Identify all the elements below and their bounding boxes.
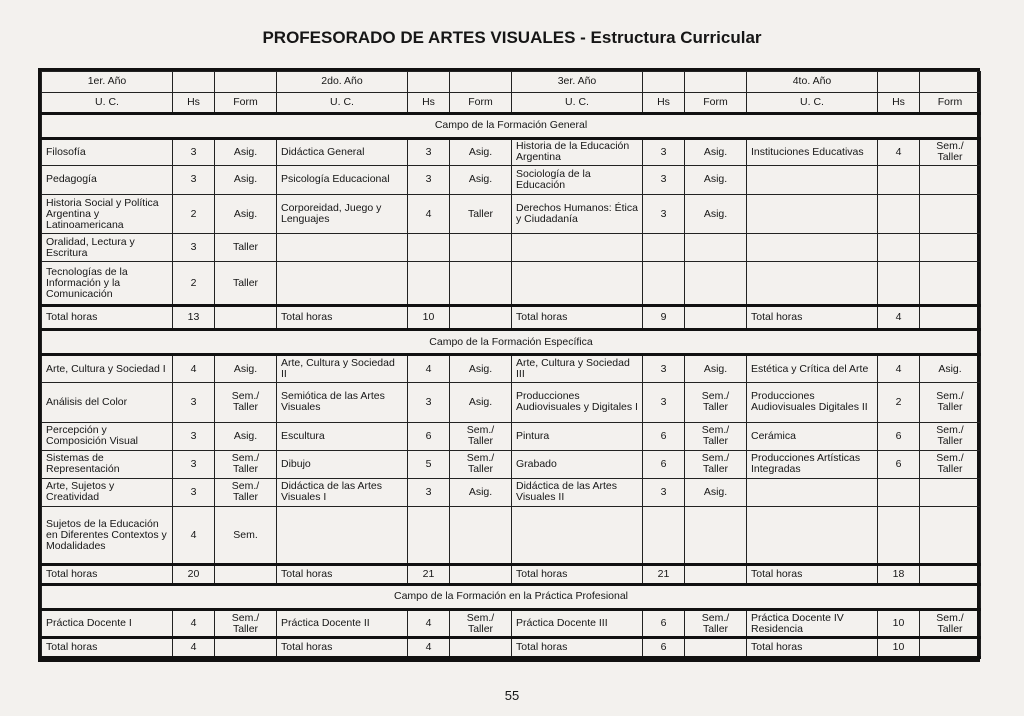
cell-hs <box>878 234 920 262</box>
year-header-blank <box>215 72 277 93</box>
total-form <box>685 565 747 585</box>
cell-uc <box>277 234 408 262</box>
cell-form: Asig. <box>450 355 512 383</box>
cell-form: Sem./ Taller <box>215 478 277 506</box>
cell-form: Sem. <box>215 506 277 564</box>
cell-form: Asig. <box>215 138 277 165</box>
total-hs: 21 <box>643 565 685 585</box>
cell-form <box>450 506 512 564</box>
cell-hs <box>878 194 920 234</box>
year-header-blank <box>920 72 981 93</box>
cell-form: Sem./ Taller <box>920 609 981 637</box>
curriculum-table-frame <box>38 68 980 662</box>
table-row <box>42 506 981 564</box>
totals-row <box>42 306 981 330</box>
cell-hs: 3 <box>408 383 450 423</box>
cell-uc: Tecnologías de la Información y la Comunicación <box>42 262 173 306</box>
section-header-row <box>42 585 981 610</box>
cell-form: Sem./ Taller <box>215 450 277 478</box>
year-header-blank <box>685 72 747 93</box>
cell-uc: Análisis del Color <box>42 383 173 423</box>
total-hs: 10 <box>408 306 450 330</box>
cell-uc: Pintura <box>512 422 643 450</box>
cell-form <box>920 506 981 564</box>
total-uc: Total horas <box>512 638 643 658</box>
cell-hs <box>408 234 450 262</box>
col-header-uc: U. C. <box>277 92 408 113</box>
cell-hs <box>408 262 450 306</box>
cell-hs: 6 <box>643 450 685 478</box>
totals-row <box>42 565 981 585</box>
section-header-row <box>42 330 981 355</box>
totals-row <box>42 638 981 658</box>
cell-uc: Práctica Docente II <box>277 609 408 637</box>
cell-hs: 3 <box>643 194 685 234</box>
col-header-form: Form <box>920 92 981 113</box>
total-uc: Total horas <box>747 565 878 585</box>
cell-form: Asig. <box>215 165 277 194</box>
cell-hs: 2 <box>173 262 215 306</box>
year-header-blank <box>408 72 450 93</box>
cell-uc: Arte, Cultura y Sociedad III <box>512 355 643 383</box>
cell-form: Asig. <box>450 478 512 506</box>
cell-hs: 6 <box>878 422 920 450</box>
cell-form <box>450 262 512 306</box>
cell-uc <box>747 194 878 234</box>
cell-hs: 10 <box>878 609 920 637</box>
cell-uc: Percepción y Composición Visual <box>42 422 173 450</box>
table-row <box>42 609 981 637</box>
total-uc: Total horas <box>42 306 173 330</box>
cell-uc: Arte, Cultura y Sociedad II <box>277 355 408 383</box>
total-form <box>920 638 981 658</box>
cell-form: Asig. <box>215 355 277 383</box>
cell-hs: 3 <box>173 138 215 165</box>
cell-hs: 5 <box>408 450 450 478</box>
cell-uc: Corporeidad, Juego y Lenguajes <box>277 194 408 234</box>
cell-hs: 3 <box>173 422 215 450</box>
cell-uc: Sistemas de Representación <box>42 450 173 478</box>
column-header-row <box>42 92 981 113</box>
cell-form: Asig. <box>215 194 277 234</box>
cell-uc: Historia de la Educación Argentina <box>512 138 643 165</box>
cell-uc: Semiótica de las Artes Visuales <box>277 383 408 423</box>
cell-hs: 6 <box>878 450 920 478</box>
cell-hs: 4 <box>173 506 215 564</box>
cell-uc: Dibujo <box>277 450 408 478</box>
cell-hs: 3 <box>643 383 685 423</box>
col-header-uc: U. C. <box>42 92 173 113</box>
cell-hs: 2 <box>878 383 920 423</box>
curriculum-table <box>41 71 981 659</box>
total-hs: 4 <box>173 638 215 658</box>
table-row <box>42 234 981 262</box>
cell-hs: 3 <box>643 478 685 506</box>
cell-hs <box>878 262 920 306</box>
cell-hs <box>643 262 685 306</box>
section-title: Campo de la Formación General <box>42 113 981 138</box>
cell-uc: Instituciones Educativas <box>747 138 878 165</box>
cell-form <box>920 262 981 306</box>
cell-uc: Práctica Docente I <box>42 609 173 637</box>
total-hs: 21 <box>408 565 450 585</box>
cell-uc: Didáctica de las Artes Visuales I <box>277 478 408 506</box>
cell-uc <box>277 262 408 306</box>
cell-hs: 4 <box>408 194 450 234</box>
col-header-uc: U. C. <box>747 92 878 113</box>
cell-uc: Didáctica de las Artes Visuales II <box>512 478 643 506</box>
total-uc: Total horas <box>277 638 408 658</box>
cell-hs: 3 <box>408 138 450 165</box>
cell-uc: Arte, Sujetos y Creatividad <box>42 478 173 506</box>
cell-hs: 4 <box>408 355 450 383</box>
section-title: Campo de la Formación en la Práctica Profesional <box>42 585 981 610</box>
cell-hs: 3 <box>173 450 215 478</box>
cell-hs <box>408 506 450 564</box>
total-form <box>920 306 981 330</box>
cell-uc: Pedagogía <box>42 165 173 194</box>
cell-form: Asig. <box>685 355 747 383</box>
cell-form: Taller <box>450 194 512 234</box>
table-row <box>42 138 981 165</box>
total-uc: Total horas <box>277 306 408 330</box>
cell-form <box>920 478 981 506</box>
table-row <box>42 355 981 383</box>
cell-form: Asig. <box>685 478 747 506</box>
cell-form: Asig. <box>920 355 981 383</box>
cell-hs: 3 <box>173 234 215 262</box>
cell-uc <box>512 234 643 262</box>
cell-uc: Filosofía <box>42 138 173 165</box>
total-form <box>920 565 981 585</box>
table-row <box>42 165 981 194</box>
col-header-hs: Hs <box>878 92 920 113</box>
cell-hs: 4 <box>878 138 920 165</box>
cell-uc: Arte, Cultura y Sociedad I <box>42 355 173 383</box>
col-header-hs: Hs <box>643 92 685 113</box>
cell-hs: 6 <box>643 422 685 450</box>
total-form <box>450 638 512 658</box>
cell-uc: Estética y Crítica del Arte <box>747 355 878 383</box>
cell-hs: 6 <box>408 422 450 450</box>
total-uc: Total horas <box>747 306 878 330</box>
total-uc: Total horas <box>512 565 643 585</box>
cell-hs: 3 <box>173 165 215 194</box>
table-row <box>42 422 981 450</box>
total-form <box>450 565 512 585</box>
cell-hs: 3 <box>173 478 215 506</box>
cell-form: Sem./ Taller <box>450 422 512 450</box>
cell-uc: Derechos Humanos: Ética y Ciudadanía <box>512 194 643 234</box>
cell-uc: Sociología de la Educación <box>512 165 643 194</box>
total-hs: 20 <box>173 565 215 585</box>
total-form <box>215 565 277 585</box>
total-hs: 9 <box>643 306 685 330</box>
cell-uc <box>747 262 878 306</box>
cell-hs <box>643 234 685 262</box>
table-row <box>42 262 981 306</box>
cell-uc: Producciones Audiovisuales y Digitales I <box>512 383 643 423</box>
cell-form: Asig. <box>450 165 512 194</box>
cell-uc <box>747 165 878 194</box>
cell-uc <box>512 506 643 564</box>
col-header-form: Form <box>215 92 277 113</box>
cell-hs: 4 <box>173 355 215 383</box>
total-form <box>450 306 512 330</box>
cell-hs: 6 <box>643 609 685 637</box>
curriculum-table-body <box>42 72 981 658</box>
cell-hs: 4 <box>173 609 215 637</box>
cell-uc: Producciones Artísticas Integradas <box>747 450 878 478</box>
cell-uc <box>747 506 878 564</box>
section-header-row <box>42 113 981 138</box>
year-header-blank <box>450 72 512 93</box>
cell-uc: Escultura <box>277 422 408 450</box>
cell-form: Sem./ Taller <box>920 422 981 450</box>
year-label: 4to. Año <box>747 72 878 93</box>
cell-form: Sem./ Taller <box>450 450 512 478</box>
cell-uc: Práctica Docente IV Residencia <box>747 609 878 637</box>
total-uc: Total horas <box>512 306 643 330</box>
section-title: Campo de la Formación Específica <box>42 330 981 355</box>
cell-hs: 3 <box>643 138 685 165</box>
total-hs: 4 <box>408 638 450 658</box>
year-header-row <box>42 72 981 93</box>
total-form <box>685 638 747 658</box>
col-header-hs: Hs <box>173 92 215 113</box>
total-hs: 18 <box>878 565 920 585</box>
cell-form: Asig. <box>450 383 512 423</box>
total-hs: 6 <box>643 638 685 658</box>
cell-uc <box>277 506 408 564</box>
cell-form: Sem./ Taller <box>215 609 277 637</box>
cell-hs: 4 <box>408 609 450 637</box>
cell-form: Sem./ Taller <box>920 383 981 423</box>
col-header-uc: U. C. <box>512 92 643 113</box>
cell-form <box>920 234 981 262</box>
cell-form: Taller <box>215 234 277 262</box>
cell-form <box>685 262 747 306</box>
col-header-hs: Hs <box>408 92 450 113</box>
total-uc: Total horas <box>747 638 878 658</box>
cell-hs: 3 <box>408 165 450 194</box>
cell-form: Sem./ Taller <box>685 450 747 478</box>
total-form <box>215 306 277 330</box>
cell-form: Sem./ Taller <box>920 450 981 478</box>
cell-uc: Producciones Audiovisuales Digitales II <box>747 383 878 423</box>
cell-form: Asig. <box>450 138 512 165</box>
year-header-blank <box>643 72 685 93</box>
cell-uc: Historia Social y Política Argentina y Latinoamericana <box>42 194 173 234</box>
cell-form: Sem./ Taller <box>685 609 747 637</box>
col-header-form: Form <box>685 92 747 113</box>
year-label: 1er. Año <box>42 72 173 93</box>
cell-uc: Psicología Educacional <box>277 165 408 194</box>
total-hs: 10 <box>878 638 920 658</box>
page-number: 55 <box>504 688 520 703</box>
col-header-form: Form <box>450 92 512 113</box>
cell-hs <box>878 506 920 564</box>
page-title: PROFESORADO DE ARTES VISUALES - Estructura Curricular <box>262 28 762 47</box>
cell-uc: Grabado <box>512 450 643 478</box>
total-form <box>215 638 277 658</box>
cell-uc: Práctica Docente III <box>512 609 643 637</box>
cell-hs: 4 <box>878 355 920 383</box>
total-hs: 4 <box>878 306 920 330</box>
cell-form: Asig. <box>685 138 747 165</box>
cell-form: Asig. <box>215 422 277 450</box>
total-hs: 13 <box>173 306 215 330</box>
cell-hs <box>878 165 920 194</box>
cell-form <box>450 234 512 262</box>
cell-uc: Didáctica General <box>277 138 408 165</box>
cell-uc: Oralidad, Lectura y Escritura <box>42 234 173 262</box>
cell-form: Sem./ Taller <box>920 138 981 165</box>
cell-form <box>685 234 747 262</box>
table-row <box>42 383 981 423</box>
cell-uc <box>747 234 878 262</box>
cell-hs: 3 <box>643 165 685 194</box>
cell-form: Taller <box>215 262 277 306</box>
cell-form <box>685 506 747 564</box>
year-label: 2do. Año <box>277 72 408 93</box>
cell-form: Asig. <box>685 194 747 234</box>
cell-hs <box>878 478 920 506</box>
total-uc: Total horas <box>42 565 173 585</box>
year-header-blank <box>173 72 215 93</box>
cell-form: Sem./ Taller <box>685 383 747 423</box>
cell-uc: Sujetos de la Educación en Diferentes Contextos y Modalidades <box>42 506 173 564</box>
cell-form: Asig. <box>685 165 747 194</box>
cell-form <box>920 165 981 194</box>
total-form <box>685 306 747 330</box>
cell-hs: 3 <box>173 383 215 423</box>
table-row <box>42 194 981 234</box>
cell-uc: Cerámica <box>747 422 878 450</box>
year-label: 3er. Año <box>512 72 643 93</box>
table-row <box>42 450 981 478</box>
cell-form: Sem./ Taller <box>215 383 277 423</box>
cell-hs: 3 <box>643 355 685 383</box>
year-header-blank <box>878 72 920 93</box>
cell-hs <box>643 506 685 564</box>
cell-uc <box>747 478 878 506</box>
cell-form: Sem./ Taller <box>450 609 512 637</box>
table-row <box>42 478 981 506</box>
cell-uc <box>512 262 643 306</box>
total-uc: Total horas <box>42 638 173 658</box>
total-uc: Total horas <box>277 565 408 585</box>
cell-hs: 2 <box>173 194 215 234</box>
cell-form: Sem./ Taller <box>685 422 747 450</box>
cell-hs: 3 <box>408 478 450 506</box>
cell-form <box>920 194 981 234</box>
